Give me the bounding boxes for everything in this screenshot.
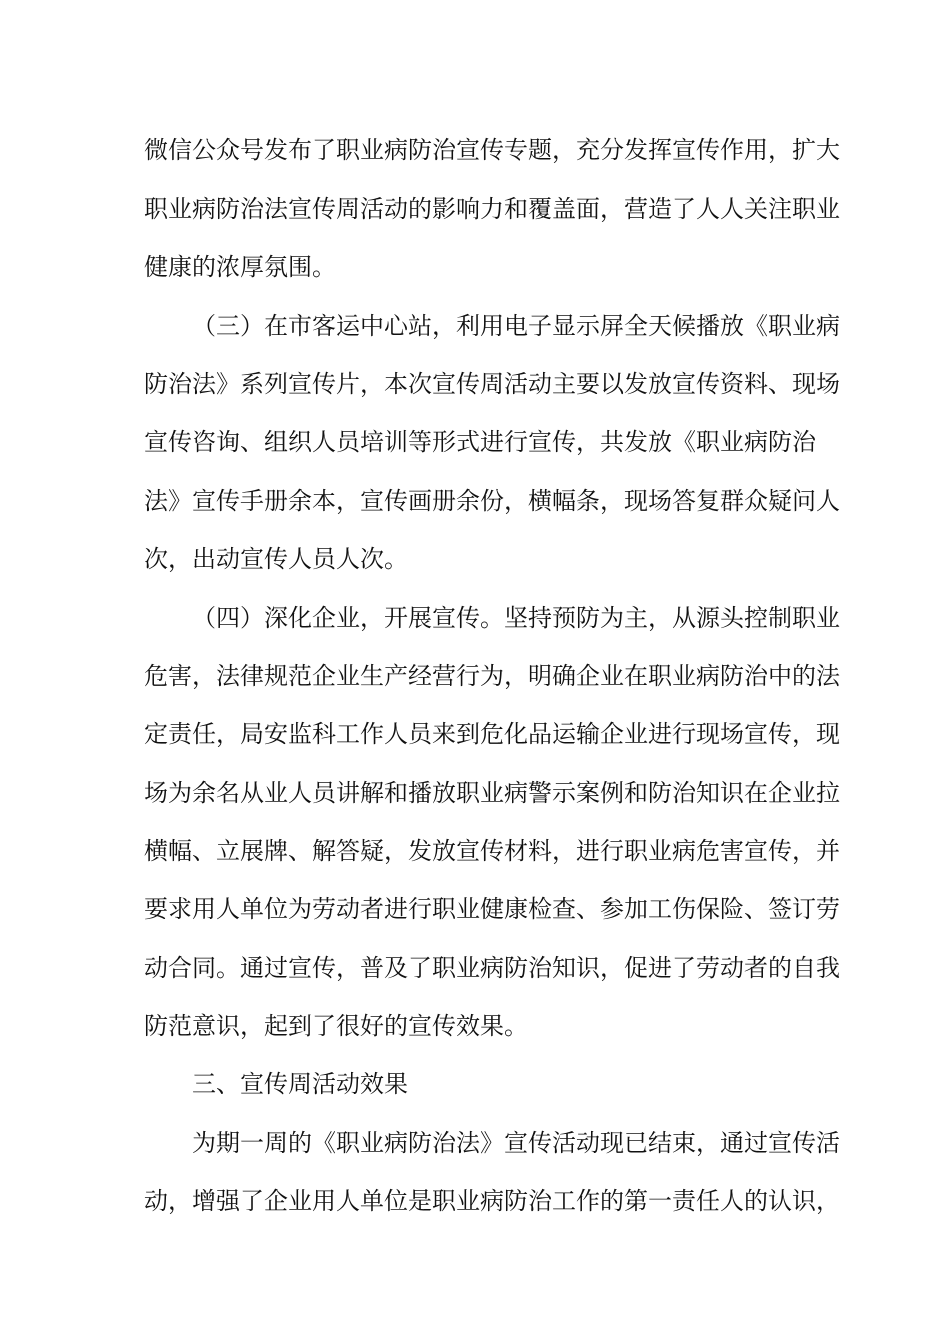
text-line: 为期一周的《职业病防治法》宣传活动现已结束，通过宣传活 <box>192 1129 840 1157</box>
text-line: 危害，法律规范企业生产经营行为，明确企业在职业病防治中的法 <box>144 662 840 690</box>
text-line: 横幅、立展牌、解答疑，发放宣传材料，进行职业病危害宣传，并 <box>144 837 840 865</box>
text-line: 防治法》系列宣传片，本次宣传周活动主要以发放宣传资料、现场 <box>144 370 840 398</box>
text-line: 防范意识，起到了很好的宣传效果。 <box>144 1012 528 1040</box>
text-line: 次，出动宣传人员人次。 <box>144 545 408 573</box>
text-line: （三）在市客运中心站，利用电子显示屏全天候播放《职业病 <box>192 312 840 340</box>
text-line: 宣传咨询、组织人员培训等形式进行宣传，共发放《职业病防治 <box>144 428 816 456</box>
text-line: 定责任，局安监科工作人员来到危化品运输企业进行现场宣传，现 <box>144 720 840 748</box>
text-line: 动，增强了企业用人单位是职业病防治工作的第一责任人的认识， <box>144 1187 840 1215</box>
section-heading: 三、宣传周活动效果 <box>192 1070 408 1098</box>
text-line: 健康的浓厚氛围。 <box>144 253 336 281</box>
text-line: （四）深化企业，开展宣传。坚持预防为主，从源头控制职业 <box>192 604 840 632</box>
text-line: 场为余名从业人员讲解和播放职业病警示案例和防治知识在企业拉 <box>144 779 840 807</box>
text-line: 职业病防治法宣传周活动的影响力和覆盖面，营造了人人关注职业 <box>144 195 840 223</box>
text-line: 动合同。通过宣传，普及了职业病防治知识，促进了劳动者的自我 <box>144 954 840 982</box>
text-line: 法》宣传手册余本，宣传画册余份，横幅条，现场答复群众疑问人 <box>144 487 840 515</box>
text-line: 微信公众号发布了职业病防治宣传专题，充分发挥宣传作用，扩大 <box>144 136 840 164</box>
text-line: 要求用人单位为劳动者进行职业健康检查、参加工伤保险、签订劳 <box>144 895 840 923</box>
